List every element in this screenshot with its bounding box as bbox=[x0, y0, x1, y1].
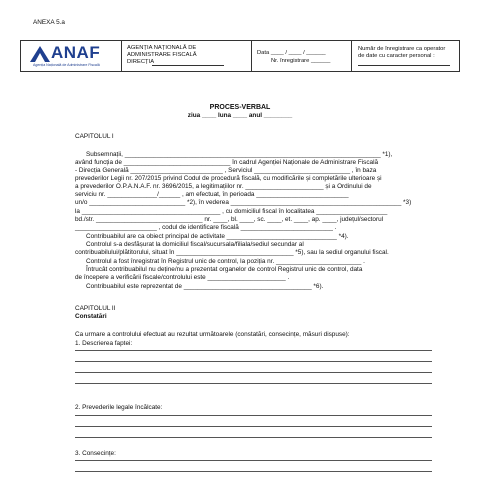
chapter-1-line: de începere a verificării fiscale/controlului este ______________________ . bbox=[75, 274, 290, 281]
legal-provisions-line bbox=[75, 437, 432, 438]
fact-description-line bbox=[75, 361, 432, 362]
chapter-1-line: prevederilor Legii nr. 207/2015 privind Codul de procedură fiscală, cu modificările și completările ulterioare și bbox=[75, 175, 382, 182]
date-field: Data ____ / ____ / ______ bbox=[257, 50, 326, 56]
document-date-line: ziua ____ luna ____ anul ________ bbox=[187, 112, 293, 119]
chapter-1-line: având funcția de ______________________________ în cadrul Agenției Naționale de Administrare Fiscală bbox=[75, 159, 379, 166]
consequences-line bbox=[75, 471, 432, 472]
chapter-1-line: bd./str. ______________________________ nr. ____, bl. ____, sc. ____, et. ____, ap. ____, județul/sectorul bbox=[75, 216, 384, 223]
chapter-1-line: Controlul s-a desfășurat la domiciliul fiscal/sucursala/filiala/sediul secundar al bbox=[86, 241, 304, 248]
chapter-1-line: a prevederilor O.P.A.N.A.F. nr. 3696/2015, a legitimațiilor nr. ______________________ și a Ordinului de bbox=[75, 183, 372, 190]
chapter-1-line: Contribuabilul are ca obiect principal de activitate _______________________________ *4). bbox=[86, 233, 349, 240]
legal-provisions-line bbox=[75, 426, 432, 427]
chapter-1-line: un/o ___________________________ *2), în vederea ________________________________________________ *3) bbox=[75, 199, 412, 206]
item-legal-provisions-label: 2. Prevederile legale încălcate: bbox=[75, 404, 163, 411]
agency-line-1: AGENȚIA NAȚIONALĂ DE bbox=[127, 45, 197, 51]
agency-directorate-blank bbox=[152, 65, 224, 66]
agency-line-3: DIRECȚIA bbox=[127, 59, 155, 65]
chapter-2-heading: CAPITOLUL II bbox=[75, 305, 116, 312]
anaf-emblem-icon bbox=[29, 45, 51, 63]
chapter-1-line: Contribuabilul este reprezentat de ____________________________________ *6). bbox=[86, 283, 324, 290]
consequences-line bbox=[75, 460, 432, 461]
chapter-1-line: Subsemnații, ________________________________________________________________________ *1), bbox=[86, 151, 393, 158]
date-cell bbox=[251, 41, 351, 71]
operator-caption-line-2: de date cu caracter personal : bbox=[358, 53, 435, 59]
agency-line-2: ADMINISTRARE FISCALĂ bbox=[127, 52, 197, 58]
data-operator-cell bbox=[351, 41, 461, 71]
anaf-logo bbox=[29, 43, 125, 71]
registration-number-field: Nr. înregistrare ______ bbox=[271, 58, 331, 64]
chapter-1-line: Întrucât contribuabilul nu deține/nu a prezentat organelor de control Registrul unic de control, data bbox=[86, 266, 363, 273]
item-fact-description-label: 1. Descrierea faptei: bbox=[75, 340, 133, 347]
fact-description-line bbox=[75, 372, 432, 373]
header-table bbox=[20, 40, 460, 72]
fact-description-line bbox=[75, 350, 432, 351]
operator-number-blank bbox=[358, 65, 450, 66]
fact-description-line bbox=[75, 383, 432, 384]
chapter-1-line: _______________________ , codul de identificare fiscală __________________________ . bbox=[75, 224, 337, 231]
chapter-1-line: la _______________________________________ , cu domiciliul fiscal în localitatea ____________________ bbox=[75, 208, 388, 215]
item-consequences-label: 3. Consecințe: bbox=[75, 450, 116, 457]
findings-intro: Ca urmare a controlului efectuat au rezultat următoarele (constatări, consecințe, măsuri dispuse): bbox=[75, 331, 350, 338]
chapter-1-line: - Direcția Generală __________________________ , Serviciul ___________________________ , în baza bbox=[75, 167, 377, 174]
agency-cell bbox=[121, 41, 251, 71]
chapter-1-heading: CAPITOLUL I bbox=[75, 133, 114, 140]
legal-provisions-line bbox=[75, 415, 432, 416]
chapter-1-line: Controlul a fost înregistrat în Registrul unic de control, la poziția nr. ________________________ . bbox=[86, 258, 365, 265]
logo-caption: Agenția Națională de Administrare Fiscală bbox=[33, 63, 100, 67]
chapter-2-subheading: Constatări bbox=[75, 313, 107, 320]
annex-label: ANEXA 5.a bbox=[33, 19, 65, 26]
document-title: PROCES-VERBAL bbox=[209, 104, 271, 111]
logo-text: ANAF bbox=[51, 43, 101, 62]
operator-caption-line-1: Număr de înregistrare ca operator bbox=[358, 46, 446, 52]
chapter-1-line: serviciu nr. ______________/______ , am efectuat, în perioada __________________________ bbox=[75, 191, 349, 198]
chapter-1-line: contribuabilului/plătitorului, situat în _________________________________ *5), sau la sediul organului fiscal. bbox=[75, 249, 389, 256]
